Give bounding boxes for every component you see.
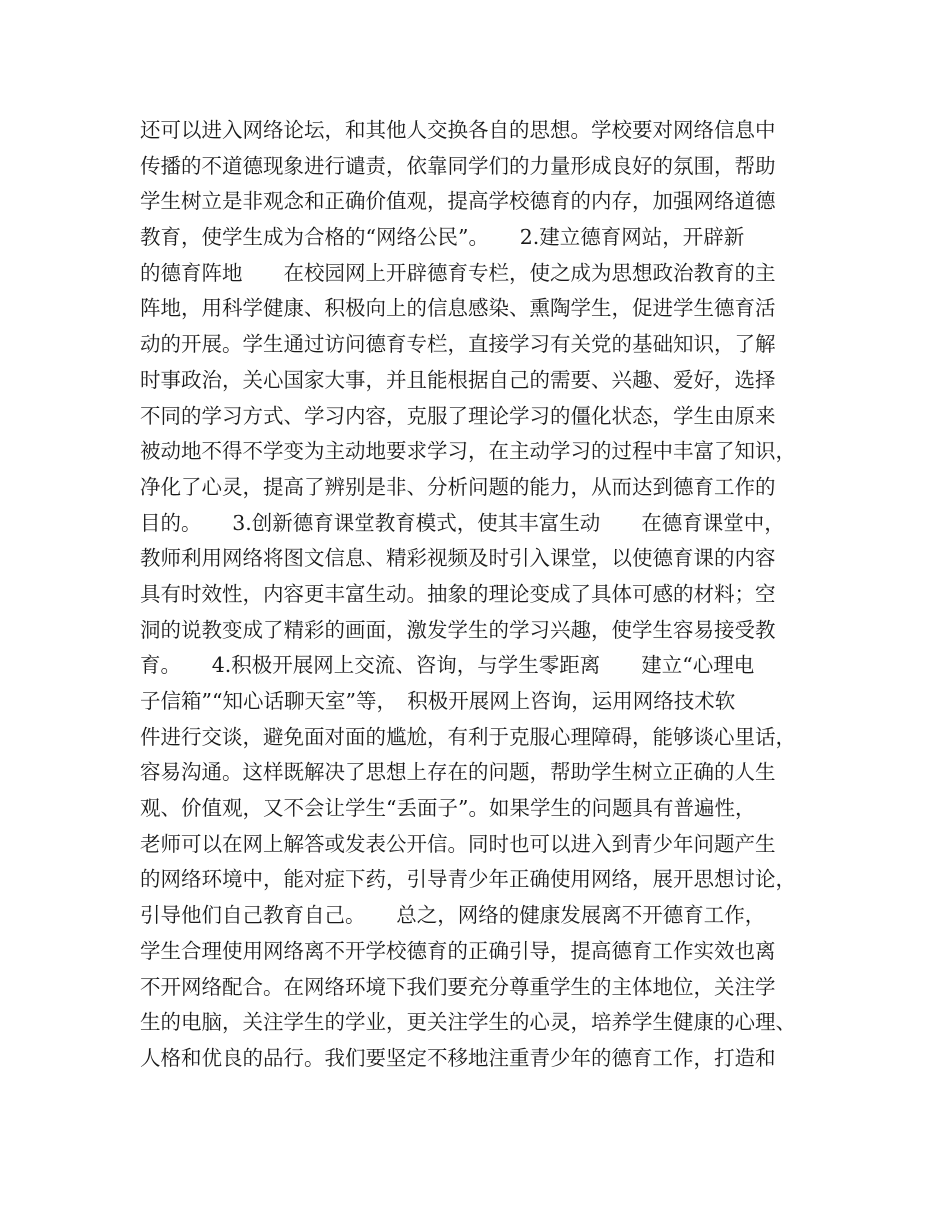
text-line: 观、价值观，又不会让学生“丢面子”。如果学生的问题具有普遍性， <box>140 796 756 821</box>
text-line: 的网络环境中，能对症下药，引导青少年正确使用网络，展开思想讨论， <box>140 867 796 892</box>
text-line: 老师可以在网上解答或发表公开信。同时也可以进入到青少年问题产生 <box>140 831 776 856</box>
text-line: 还可以进入网络论坛，和其他人交换各自的思想。学校要对网络信息中 <box>140 118 776 142</box>
text-line: 子信箱”“知心话聊天室”等， 积极开展网上咨询，运用网络技术软 <box>140 689 736 713</box>
text-line: 学生合理使用网络离不开学校德育的正确引导，提高德育工作实效也离 <box>140 938 776 963</box>
text-line: 具有时效性，内容更丰富生动。抽象的理论变成了具体可感的材料；空 <box>140 581 776 606</box>
text-line: 容易沟通。这样既解决了思想上存在的问题，帮助学生树立正确的人生 <box>140 760 776 785</box>
text-line: 教师利用网络将图文信息、精彩视频及时引入课堂，以使德育课的内容 <box>140 546 776 571</box>
text-line: 被动地不得不学变为主动地要求学习，在主动学习的过程中丰富了知识， <box>140 439 796 464</box>
text-line: 引导他们自己教育自己。 总之，网络的健康发展离不开德育工作， <box>140 903 766 928</box>
text-line: 洞的说教变成了精彩的画面，激发学生的学习兴趣，使学生容易接受教 <box>140 617 776 642</box>
text-line: 动的开展。学生通过访问德育专栏，直接学习有关党的基础知识，了解 <box>140 332 776 357</box>
text-line: 人格和优良的品行。我们要坚定不移地注重青少年的德育工作，打造和 <box>140 1045 776 1070</box>
text-line: 不开网络配合。在网络环境下我们要充分尊重学生的主体地位，关注学 <box>140 974 776 999</box>
text-line: 目的。 3.创新德育课堂教育模式，使其丰富生动 在德育课堂中， <box>140 510 785 535</box>
text-line: 传播的不道德现象进行谴责，依靠同学们的力量形成良好的氛围，帮助 <box>140 153 776 178</box>
body-text <box>140 113 830 1077</box>
text-line: 育。 4.积极开展网上交流、咨询，与学生零距离 建立“心理电 <box>140 653 755 678</box>
text-line: 不同的学习方式、学习内容，克服了理论学习的僵化状态，学生由原来 <box>140 403 776 428</box>
text-line: 学生树立是非观念和正确价值观，提高学校德育的内存，加强网络道德 <box>140 189 776 214</box>
text-line: 时事政治，关心国家大事，并且能根据自己的需要、兴趣、爱好，选择 <box>140 367 776 392</box>
text-line: 生的电脑，关注学生的学业，更关注学生的心灵，培养学生健康的心理、 <box>140 1010 796 1035</box>
text-line: 的德育阵地 在校园网上开辟德育专栏，使之成为思想政治教育的主 <box>140 260 776 285</box>
text-line: 阵地，用科学健康、积极向上的信息感染、熏陶学生，促进学生德育活 <box>140 296 776 321</box>
text-line: 教育，使学生成为合格的“网络公民”。 2.建立德育网站，开辟新 <box>140 225 745 250</box>
text-line: 净化了心灵，提高了辨别是非、分析问题的能力，从而达到德育工作的 <box>140 474 776 499</box>
text-line: 件进行交谈，避免面对面的尴尬，有利于克服心理障碍，能够谈心里话， <box>140 724 796 749</box>
